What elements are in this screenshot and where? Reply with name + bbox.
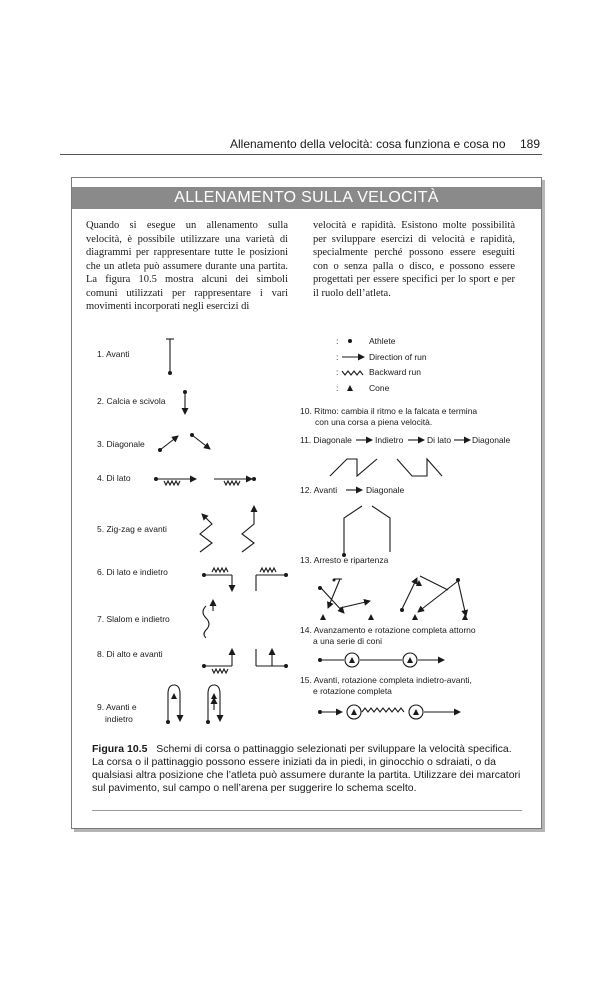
drill-label-14a: 14. Avanzamento e rotazione completa attorno <box>300 625 476 635</box>
drill-11-part-c: Di lato <box>427 435 452 445</box>
legend-cone: Cone <box>369 383 390 393</box>
svg-text::: : <box>336 352 339 362</box>
box-text-right: velocità e rapidità. Esistono molte possibilità per sviluppare esercizi di velocità e rapidità, specialmente perché possono essere eseguiti con o senza palla o disco, e possono essere progettati per essere specifici per lo sport e per il ruolo dell’atleta. <box>313 220 515 299</box>
svg-text::: : <box>336 336 339 346</box>
box-title: ALLENAMENTO SULLA VELOCITÀ <box>72 187 541 209</box>
figure-caption <box>92 743 522 795</box>
legend-run: Direction of run <box>369 352 427 362</box>
drill-11-part-b: Indietro <box>375 435 404 445</box>
legend-backward: Backward run <box>369 367 421 377</box>
page-number: 189 <box>520 137 541 151</box>
drill-label-6: 6. Di lato e indietro <box>97 567 168 577</box>
running-head: Allenamento della velocità: cosa funziona e cosa no <box>230 137 506 151</box>
drill-label-15a: 15. Avanti, rotazione completa indietro-avanti, <box>300 675 472 685</box>
legend <box>336 336 427 393</box>
drill-label-10b: con una corsa a piena velocità. <box>315 417 433 427</box>
drill-11-part-d: Diagonale <box>472 435 511 445</box>
drill-label-9b: indietro <box>105 714 133 724</box>
drill-label-5: 5. Zig-zag e avanti <box>97 524 167 534</box>
box-text-left: Quando si esegue un allenamento sulla velocità, è possibile utilizzare una varietà di diagrammi per rappresentare tutte le posizioni che un atleta può assumere durante una partita. La figura 10.5 mostra alcuni dei simboli comuni utilizzati per rappresentare i vari movimenti incorporati negli esercizi di <box>86 220 288 312</box>
drill-label-1: 1. Avanti <box>97 349 130 359</box>
header-rule <box>60 154 542 155</box>
drill-label-4: 4. Di lato <box>97 473 131 483</box>
athlete-dot-icon <box>348 339 352 343</box>
backward-run-icon <box>342 371 363 375</box>
drill-label-2: 2. Calcia e scivola <box>97 396 166 406</box>
drill-label-8: 8. Di alto e avanti <box>97 649 163 659</box>
figure-10-5-diagram <box>72 326 541 738</box>
legend-athlete: Athlete <box>369 336 396 346</box>
drill-label-10a: 10. Ritmo: cambia il ritmo e la falcata e termina <box>300 406 478 416</box>
drill-12-part-b: Diagonale <box>366 485 405 495</box>
cone-icon <box>347 385 353 391</box>
drill-label-11: 11. Diagonale <box>300 435 352 445</box>
drill-label-9a: 9. Avanti e <box>97 702 137 712</box>
drill-label-13: 13. Arresto e ripartenza <box>300 555 389 565</box>
drill-label-3: 3. Diagonale <box>97 439 145 449</box>
drill-label-7: 7. Slalom e indietro <box>97 614 170 624</box>
drill-label-15b: e rotazione completa <box>313 686 392 696</box>
sidebar-box <box>71 177 542 829</box>
svg-text::: : <box>336 367 339 377</box>
caption-label: Figura 10.5 <box>92 743 148 755</box>
caption-text: Schemi di corsa o pattinaggio selezionati per sviluppare la velocità specifica. La corsa o il pattinaggio possono essere iniziati da in piedi, in ginocchio o sdraiati, o da qualsiasi altra posizione che l’atleta può assumere durante la partita. Utilizzare dei marcatori sul pavimento, sul campo o nell’arena per suggerire lo schema scelto. <box>92 743 521 794</box>
caption-rule <box>92 810 522 811</box>
drill-label-14b: a una serie di coni <box>313 636 382 646</box>
drill-label-12: 12. Avanti <box>300 485 338 495</box>
svg-text::: : <box>336 383 339 393</box>
